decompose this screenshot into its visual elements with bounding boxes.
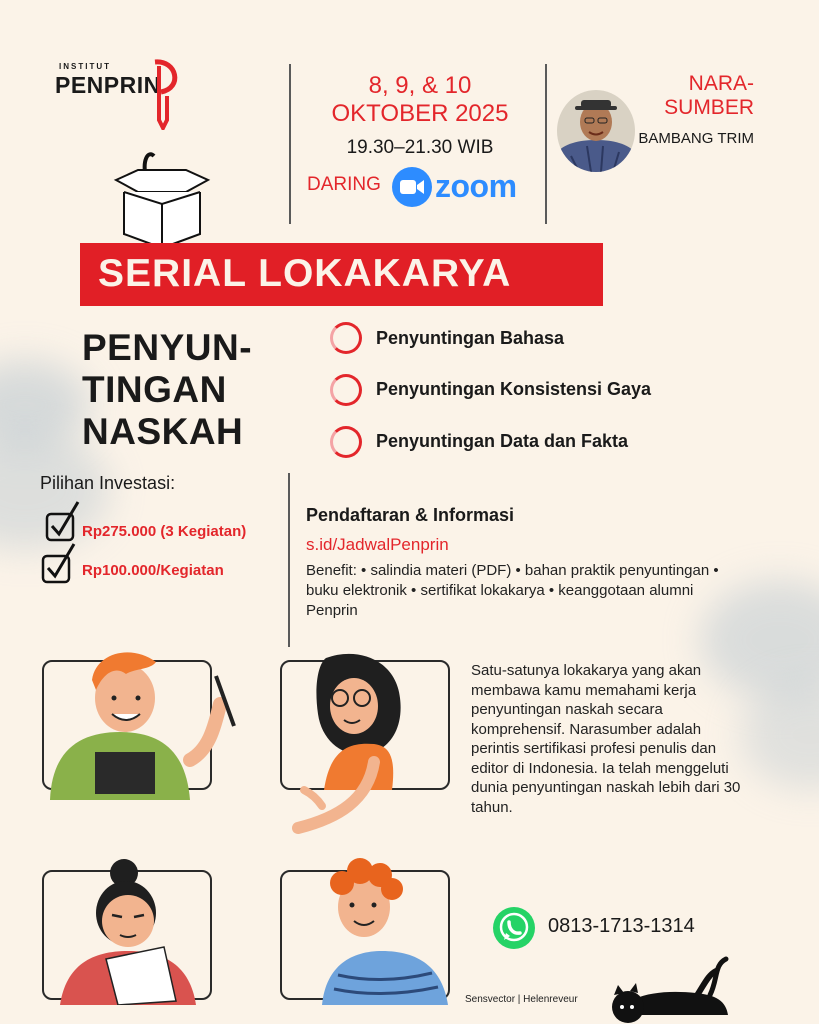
man-pen-illustration — [40, 640, 250, 800]
workshop-title-line: TINGAN — [82, 369, 227, 410]
investment-label: Pilihan Investasi: — [40, 473, 176, 493]
event-mode: DARING — [307, 174, 381, 195]
event-dates: 8, 9, & 10 — [368, 72, 472, 99]
pen-icon — [147, 58, 187, 130]
workshop-title-line: NASKAH — [82, 411, 244, 452]
registration-title: Pendaftaran & Informasi — [306, 505, 515, 525]
lying-cat-illustration — [600, 955, 740, 1024]
whatsapp-icon[interactable] — [492, 906, 536, 950]
box-cat-illustration — [112, 148, 212, 253]
topic-item: Penyuntingan Data dan Fakta — [376, 431, 629, 451]
section-divider — [288, 473, 290, 647]
zoom-wordmark: zoom — [435, 168, 517, 204]
woman-glasses-illustration — [278, 650, 468, 850]
contact-phone[interactable]: 0813-1713-1314 — [548, 915, 695, 937]
price-option: Rp275.000 (3 Kegiatan) — [82, 523, 247, 540]
zoom-camera-icon — [391, 166, 433, 208]
workshop-description: Satu-satunya lokakarya yang akan membawa kamu memahami kerja penyuntingan naskah secara komprehensif. Narasumber adalah perintis sertifikasi profesi penulis dan editor di Indonesia. Ia telah menggeluti dunia penyuntingan naskah lebih dari 30 tahun. — [471, 662, 741, 816]
banner-title: SERIAL LOKAKARYA — [98, 252, 512, 295]
workshop-title-line: PENYUN- — [82, 327, 253, 368]
woman-paper-illustration — [40, 855, 240, 1005]
event-month-year: OKTOBER 2025 — [331, 100, 509, 127]
price-option: Rp100.000/Kegiatan — [82, 562, 224, 579]
cloud-decoration — [740, 680, 819, 790]
checkbox-check-icon — [44, 500, 80, 544]
header-divider — [289, 64, 291, 224]
speaker-label: NARA- — [688, 72, 754, 95]
illustration-credit: Sensvector | Helenreveur — [465, 994, 578, 1005]
header-divider — [545, 64, 547, 224]
registration-link[interactable]: s.id/JadwalPenprin — [306, 535, 449, 554]
benefit-text: Benefit: • salindia materi (PDF) • bahan praktik penyuntingan • buku elektronik • sertifikat lokakarya • keanggotaan alumni Penprin — [306, 562, 719, 619]
topic-bullet-icon — [330, 374, 362, 406]
logo-institut-text: INSTITUT — [59, 62, 111, 71]
zoom-logo — [391, 164, 526, 210]
speaker-name: BAMBANG TRIM — [638, 130, 754, 147]
speaker-label: SUMBER — [664, 96, 754, 119]
topic-item: Penyuntingan Konsistensi Gaya — [376, 379, 652, 399]
penprin-logo — [55, 58, 220, 130]
event-time: 19.30–21.30 WIB — [346, 137, 494, 158]
topic-item: Penyuntingan Bahasa — [376, 328, 565, 348]
man-curly-illustration — [282, 855, 472, 1005]
series-banner — [80, 243, 603, 306]
logo-main-text: PENPRIN — [55, 72, 161, 98]
topic-bullet-icon — [330, 426, 362, 458]
checkbox-check-icon — [40, 542, 76, 586]
topic-bullet-icon — [330, 322, 362, 354]
speaker-photo — [557, 90, 635, 172]
